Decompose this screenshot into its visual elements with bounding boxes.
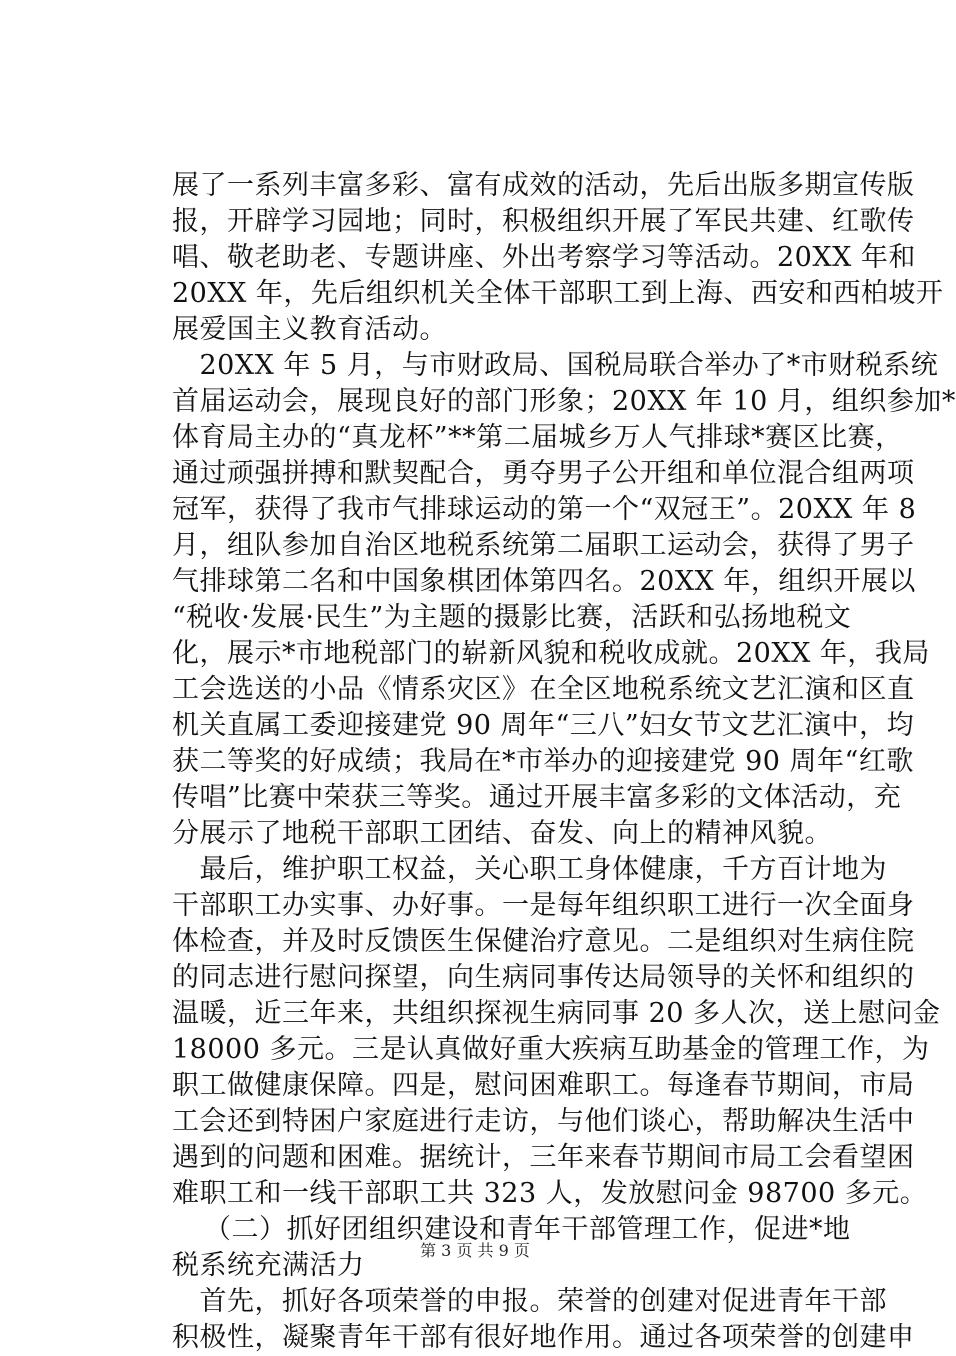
text-line: 化，展示*市地税部门的崭新风貌和税收成就。20XX 年，我局 bbox=[172, 638, 930, 669]
text-line: 月，组队参加自治区地税系统第二届职工运动会，获得了男子 bbox=[172, 530, 915, 561]
text-line: 通过顽强拼搏和默契配合，勇夺男子公开组和单位混合组两项 bbox=[172, 458, 915, 489]
text-line: 体育局主办的“真龙杯”**第二届城乡万人气排球*赛区比赛， bbox=[172, 422, 903, 453]
text-line: 工会选送的小品《情系灾区》在全区地税系统文艺汇演和区直 bbox=[172, 674, 915, 705]
text-line: 遇到的问题和困难。据统计，三年来春节期间市局工会看望困 bbox=[172, 1142, 915, 1173]
text-line: 分展示了地税干部职工团结、奋发、向上的精神风貌。 bbox=[172, 818, 832, 849]
text-line: 体检查，并及时反馈医生保健治疗意见。二是组织对生病住院 bbox=[172, 926, 915, 957]
text-line: 冠军，获得了我市气排球运动的第一个“双冠王”。20XX 年 8 bbox=[172, 494, 917, 525]
section-heading: （二）抓好团组织建设和青年干部管理工作，促进*地 bbox=[190, 1214, 851, 1245]
text-line: 20XX 年 5 月，与市财政局、国税局联合举办了*市财税系统 bbox=[172, 350, 939, 381]
text-line: 温暖，近三年来，共组织探视生病同事 20 多人次，送上慰问金 bbox=[172, 998, 941, 1029]
text-line: “税收·发展·民生”为主题的摄影比赛，活跃和弘扬地税文 bbox=[172, 602, 852, 633]
text-line: 报，开辟学习园地；同时，积极组织开展了军民共建、红歌传 bbox=[172, 206, 915, 237]
text-line: 气排球第二名和中国象棋团体第四名。20XX 年，组织开展以 bbox=[172, 566, 916, 597]
page-number-footer: 第 3 页 共 9 页 bbox=[420, 1241, 530, 1260]
text-line: 工会还到特困户家庭进行走访，与他们谈心，帮助解决生活中 bbox=[172, 1106, 915, 1137]
body-text bbox=[172, 168, 956, 1356]
text-line: 展了一系列丰富多彩、富有成效的活动，先后出版多期宣传版 bbox=[172, 170, 915, 201]
text-line: 职工做健康保障。四是，慰问困难职工。每逢春节期间，市局 bbox=[172, 1070, 915, 1101]
text-line: 机关直属工委迎接建党 90 周年“三八”妇女节文艺汇演中，均 bbox=[172, 710, 915, 741]
text-line: 20XX 年，先后组织机关全体干部职工到上海、西安和西柏坡开 bbox=[172, 278, 944, 309]
text-line: 首届运动会，展现良好的部门形象；20XX 年 10 月，组织参加* bbox=[172, 386, 956, 417]
text-line: 首先，抓好各项荣誉的申报。荣誉的创建对促进青年干部 bbox=[172, 1286, 887, 1317]
text-line: 难职工和一线干部职工共 323 人，发放慰问金 98700 多元。 bbox=[172, 1178, 928, 1209]
text-line: 干部职工办实事、办好事。一是每年组织职工进行一次全面身 bbox=[172, 890, 915, 921]
text-line: 的同志进行慰问探望，向生病同事传达局领导的关怀和组织的 bbox=[172, 962, 915, 993]
section-heading-continued: 税系统充满活力 bbox=[172, 1250, 365, 1281]
text-line: 唱、敬老助老、专题讲座、外出考察学习等活动。20XX 年和 bbox=[172, 242, 916, 273]
text-line: 获二等奖的好成绩；我局在*市举办的迎接建党 90 周年“红歌 bbox=[172, 746, 914, 777]
text-line: 最后，维护职工权益，关心职工身体健康，千方百计地为 bbox=[172, 854, 887, 885]
text-line: 展爱国主义教育活动。 bbox=[172, 314, 447, 345]
text-line: 传唱”比赛中荣获三等奖。通过开展丰富多彩的文体活动，充 bbox=[172, 782, 902, 813]
text-line: 18000 多元。三是认真做好重大疾病互助基金的管理工作，为 bbox=[172, 1034, 930, 1065]
text-line: 积极性，凝聚青年干部有很好地作用。通过各项荣誉的创建申 bbox=[172, 1322, 915, 1353]
